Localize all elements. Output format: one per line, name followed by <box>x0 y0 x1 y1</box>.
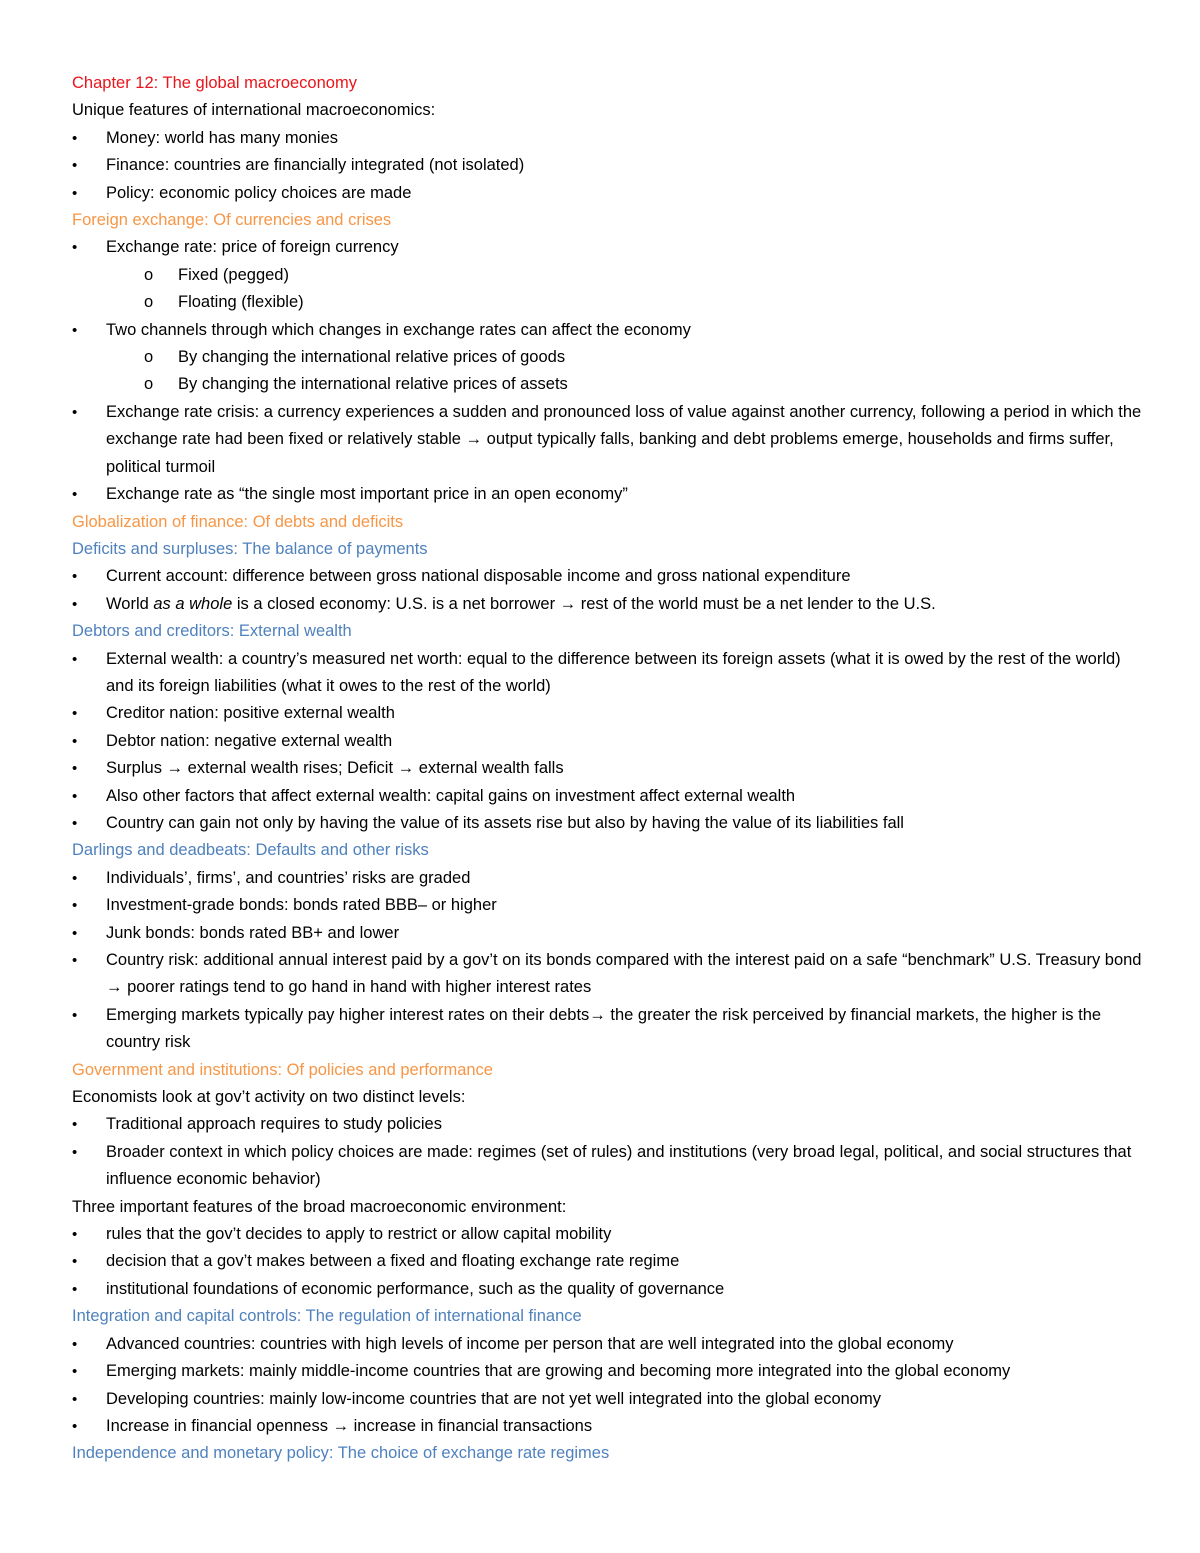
list-item: • Creditor nation: positive external wealth <box>72 700 1142 727</box>
bullet-icon: • <box>72 239 78 257</box>
bullet-icon: • <box>72 403 78 421</box>
subsection-heading: Darlings and deadbeats: Defaults and other risks <box>72 841 429 860</box>
list-item: • Country can gain not only by having the value of its assets rise but also by having the value of its liabilities fall <box>72 810 1142 837</box>
list-item: • Emerging markets typically pay higher interest rates on their debts→ the greater the risk perceived by financial markets, the higher is the country risk <box>72 1002 1142 1057</box>
list-item: • Investment-grade bonds: bonds rated BBB– or higher <box>72 892 1142 919</box>
list-item: • Developing countries: mainly low-income countries that are not yet well integrated into the global economy <box>72 1386 1142 1413</box>
bullet-icon: • <box>72 486 78 504</box>
bullet-icon: • <box>72 321 78 339</box>
bullet-icon: • <box>72 1253 78 1271</box>
list-item: • Also other factors that affect external wealth: capital gains on investment affect external wealth <box>72 783 1142 810</box>
bullet-icon: • <box>72 952 78 969</box>
bullet-icon: • <box>72 705 78 723</box>
bullet-icon: • <box>72 1417 78 1435</box>
list-item: • Increase in financial openness → increase in financial transactions <box>72 1413 1142 1440</box>
bullet-icon: • <box>72 1390 78 1408</box>
bullet-icon: • <box>72 814 78 832</box>
sub-list-item: o By changing the international relative prices of goods <box>72 344 1142 371</box>
list-item: • institutional foundations of economic performance, such as the quality of governance <box>72 1276 1142 1303</box>
bullet-icon: • <box>72 1143 78 1161</box>
bullet-icon: • <box>72 1226 78 1244</box>
paragraph: Unique features of international macroeconomics: <box>72 101 436 120</box>
document-page <box>72 70 1142 1468</box>
sub-list-item: o Fixed (pegged) <box>72 262 1142 289</box>
sub-list-item: o Floating (flexible) <box>72 289 1142 316</box>
list-item: • Individuals’, firms’, and countries’ risks are graded <box>72 865 1142 892</box>
section-heading: Foreign exchange: Of currencies and crises <box>72 211 392 230</box>
list-item: • Two channels through which changes in exchange rates can affect the economy <box>72 317 1142 344</box>
bullet-icon: • <box>72 924 78 942</box>
bullet-icon: • <box>72 595 78 613</box>
list-item: • Junk bonds: bonds rated BB+ and lower <box>72 920 1142 947</box>
list-item: • Advanced countries: countries with high levels of income per person that are well integrated into the global economy <box>72 1331 1142 1358</box>
list-item: • decision that a gov’t makes between a fixed and floating exchange rate regime <box>72 1248 1142 1275</box>
bullet-icon: • <box>72 1335 78 1353</box>
bullet-icon: • <box>72 787 78 805</box>
list-item: • Surplus → external wealth rises; Deficit → external wealth falls <box>72 755 1142 782</box>
list-item: • Current account: difference between gross national disposable income and gross national expenditure <box>72 563 1142 590</box>
circle-bullet-icon: o <box>144 375 154 394</box>
bullet-icon: • <box>72 1006 78 1024</box>
bullet-icon: • <box>72 157 78 175</box>
list-item: • Broader context in which policy choices are made: regimes (set of rules) and institutions (very broad legal, political, and social structures that influence economic behavior) <box>72 1139 1142 1194</box>
list-item: • Emerging markets: mainly middle-income countries that are growing and becoming more integrated into the global economy <box>72 1358 1142 1385</box>
bullet-icon: • <box>72 184 78 202</box>
subsection-heading: Integration and capital controls: The regulation of international finance <box>72 1307 582 1326</box>
bullet-icon: • <box>72 1280 78 1298</box>
bullet-icon: • <box>72 568 78 586</box>
bullet-icon: • <box>72 1116 78 1134</box>
circle-bullet-icon: o <box>144 265 154 284</box>
subsection-heading: Debtors and creditors: External wealth <box>72 622 352 641</box>
list-item: • Exchange rate crisis: a currency experiences a sudden and pronounced loss of value against another currency, following a period in which the exchange rate had been fixed or relatively stable → output typically falls, banking and debt problems emerge, households and firms suffer, political turmoil <box>72 399 1142 481</box>
bullet-icon: • <box>72 732 78 750</box>
section-heading: Globalization of finance: Of debts and deficits <box>72 512 404 531</box>
sub-list-item: o By changing the international relative prices of assets <box>72 371 1142 398</box>
chapter-title: Chapter 12: The global macroeconomy <box>72 74 357 92</box>
list-item: • Money: world has many monies <box>72 125 1142 152</box>
paragraph: Three important features of the broad macroeconomic environment: <box>72 1197 567 1216</box>
bullet-icon: • <box>72 1363 78 1381</box>
bullet-icon: • <box>72 650 78 668</box>
list-item: • Exchange rate as “the single most important price in an open economy” <box>72 481 1142 508</box>
paragraph: Economists look at gov’t activity on two distinct levels: <box>72 1088 466 1107</box>
circle-bullet-icon: o <box>144 348 154 367</box>
bullet-icon: • <box>72 897 78 915</box>
subsection-heading: Independence and monetary policy: The choice of exchange rate regimes <box>72 1444 610 1463</box>
list-item: • Country risk: additional annual interest paid by a gov’t on its bonds compared with the interest paid on a safe “benchmark” U.S. Treasury bond → poorer ratings tend to go hand in hand with higher interest rates <box>72 947 1142 1002</box>
list-item: • rules that the gov’t decides to apply to restrict or allow capital mobility <box>72 1221 1142 1248</box>
subsection-heading: Deficits and surpluses: The balance of payments <box>72 539 428 558</box>
bullet-icon: • <box>72 869 78 887</box>
list-item: • External wealth: a country’s measured net worth: equal to the difference between its foreign assets (what it is owed by the rest of the world) and its foreign liabilities (what it owes to the rest of the world) <box>72 646 1142 701</box>
list-item: • Traditional approach requires to study policies <box>72 1111 1142 1138</box>
list-item: • Exchange rate: price of foreign currency <box>72 234 1142 261</box>
list-item: • World as a whole is a closed economy: U.S. is a net borrower → rest of the world must be a net lender to the U.S. <box>72 591 1142 618</box>
list-item: • Debtor nation: negative external wealth <box>72 728 1142 755</box>
bullet-icon: • <box>72 760 78 778</box>
list-item: • Policy: economic policy choices are made <box>72 180 1142 207</box>
bullet-icon: • <box>72 129 78 147</box>
list-item: • Finance: countries are financially integrated (not isolated) <box>72 152 1142 179</box>
circle-bullet-icon: o <box>144 293 154 312</box>
section-heading: Government and institutions: Of policies and performance <box>72 1060 493 1079</box>
